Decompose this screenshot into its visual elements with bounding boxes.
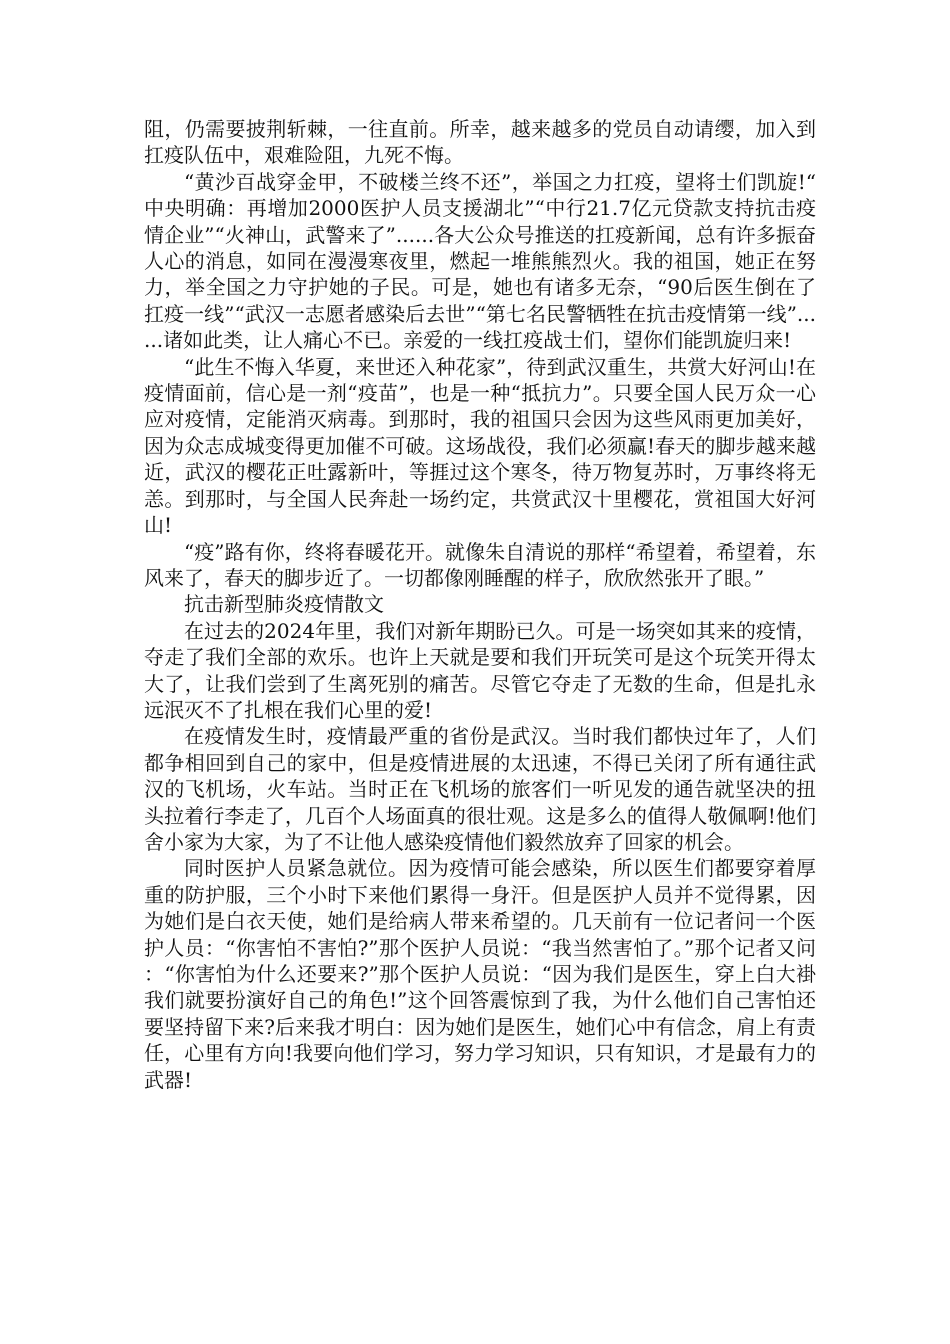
paragraph: 同时医护人员紧急就位。因为疫情可能会感染，所以医生们都要穿着厚重的防护服，三个小时下来他们累得一身汗。但是医护人员并不觉得累，因为她们是白衣天使，她们是给病人带来希望的。几天前有一位记者问一个医护人员：“你害怕不害怕?”那个医护人员说：“我当然害怕了。”那个记者又问：“你害怕为什么还要来?”那个医护人员说：“因为我们是医生，穿上白大褂我们就要扮演好自己的角色!”这个回答震惊到了我，为什么他们自己害怕还要坚持留下来?后来我才明白：因为她们是医生，她们心中有信念，肩上有责任，心里有方向!我要向他们学习，努力学习知识，只有知识，才是最有力的武器! <box>144 856 816 1092</box>
paragraph-continuation: 阻，仍需要披荆斩棘，一往直前。所幸，越来越多的党员自动请缨，加入到扛疫队伍中，艰难险阻，九死不悔。 <box>144 117 816 168</box>
paragraph: “此生不悔入华夏，来世还入种花家”，待到武汉重生，共赏大好河山!在疫情面前，信心是一剂“疫苗”，也是一种“抵抗力”。只要全国人民万众一心应对疫情，定能消灭病毒。到那时，我的祖国只会因为这些风雨更加美好，因为众志成城变得更加催不可破。这场战役，我们必须赢!春天的脚步越来越近，武汉的樱花正吐露新叶，等捱过这个寒冬，待万物复苏时，万事终将无恙。到那时，与全国人民奔赴一场约定，共赏武汉十里樱花，赏祖国大好河山! <box>144 354 816 538</box>
paragraph: “疫”路有你，终将春暖花开。就像朱自清说的那样“希望着，希望着，东风来了，春天的脚步近了。一切都像刚睡醒的样子，欣欣然张开了眼。” <box>144 539 816 590</box>
paragraph: “黄沙百战穿金甲，不破楼兰终不还”，举国之力扛疫，望将士们凯旋!“中央明确：再增加2000医护人员支援湖北”“中行21.7亿元贷款支持抗击疫情企业”“火神山，武警来了”......各大公众号推送的扛疫新闻，总有许多振奋人心的消息，如同在漫漫寒夜里，燃起一堆熊熊烈火。我的祖国，她正在努力，举全国之力守护她的子民。可是，她也有诸多无奈，“90后医生倒在了扛疫一线”“武汉一志愿者感染后去世”“第七名民警牺牲在抗击疫情第一线”......诸如此类，让人痛心不已。亲爱的一线扛疫战士们，望你们能凯旋归来! <box>144 169 816 353</box>
document-body <box>144 116 816 1093</box>
paragraph: 在过去的2024年里，我们对新年期盼已久。可是一场突如其来的疫情，夺走了我们全部的欢乐。也许上天就是要和我们开玩笑可是这个玩笑开得太大了，让我们尝到了生离死别的痛苦。尽管它夺走了无数的生命，但是扎永远泯灭不了扎根在我们心里的爱! <box>144 618 816 722</box>
paragraph: 在疫情发生时，疫情最严重的省份是武汉。当时我们都快过年了，人们都争相回到自己的家中，但是疫情进展的太迅速，不得已关闭了所有通往武汉的飞机场，火车站。当时正在飞机场的旅客们一听见发的通告就坚决的扭头拉着行李走了，几百个人场面真的很壮观。这是多么的值得人敬佩啊!他们舍小家为大家，为了不让他人感染疫情他们毅然放弃了回家的机会。 <box>144 724 816 854</box>
essay-title: 抗击新型肺炎疫情散文 <box>184 592 384 617</box>
